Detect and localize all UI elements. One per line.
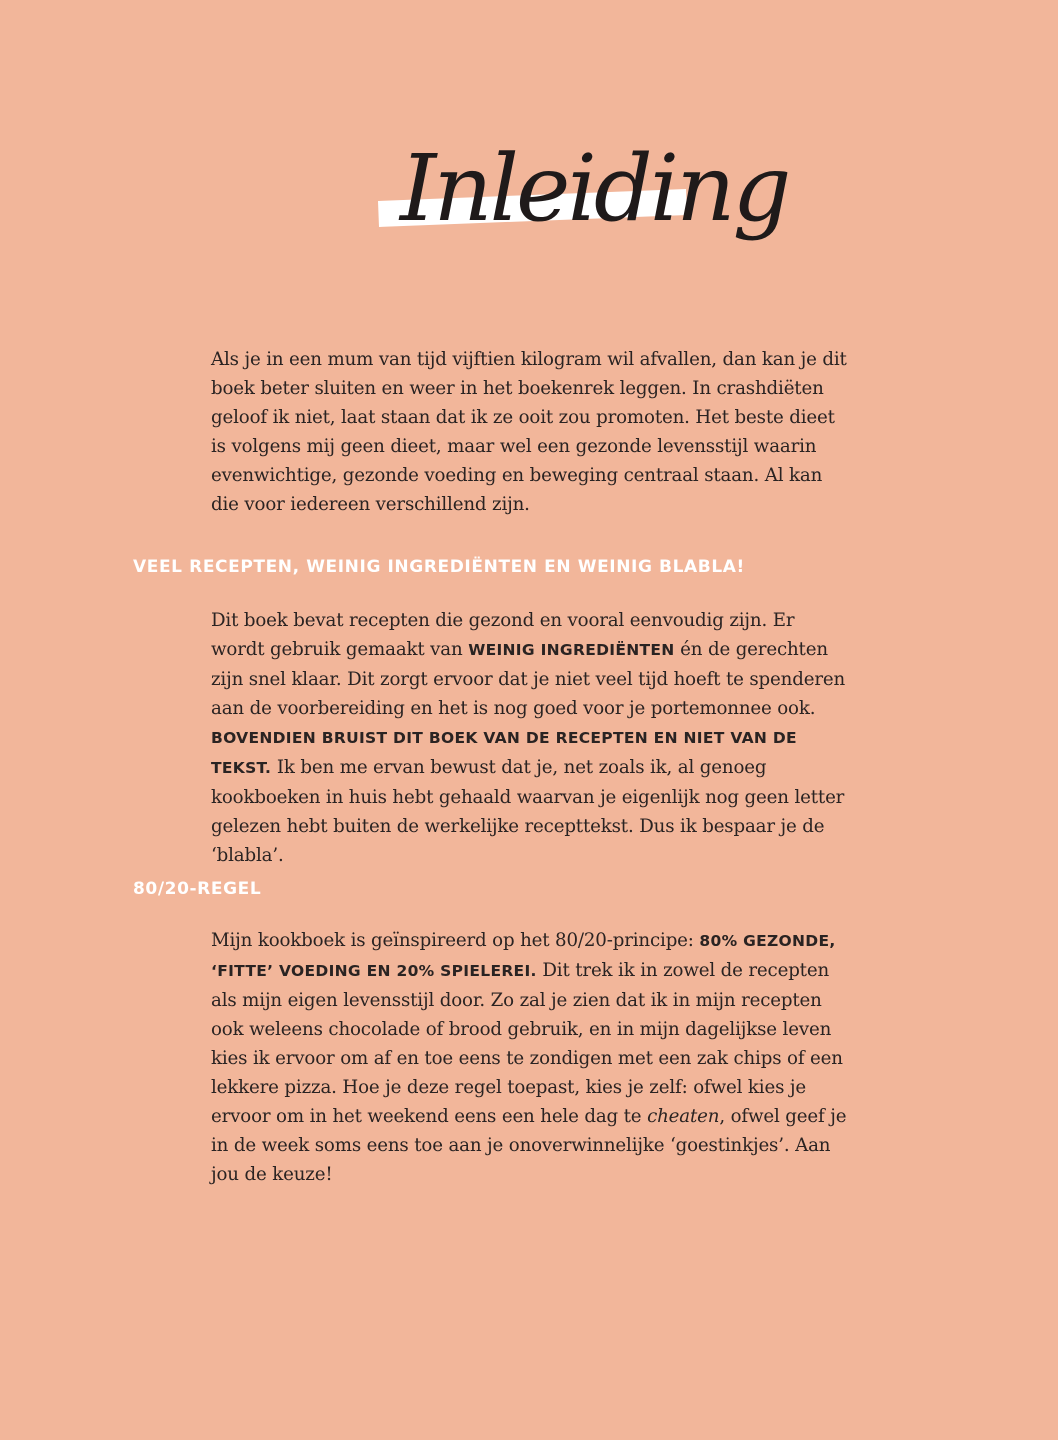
text-run: Mijn kookboek is geïnspireerd op het 80/20-principe:	[211, 930, 700, 951]
section-paragraph-recepten	[211, 606, 851, 870]
page-title	[360, 105, 789, 275]
section-heading-recepten: VEEL RECEPTEN, WEINIG INGREDIËNTEN EN WEINIG BLABLA!	[133, 557, 745, 577]
text-run: Dit trek ik in zowel de recepten als mijn eigen levensstijl door. Zo zal je zien dat ik in mijn recepten ook weleens chocolade of brood gebruik, en in mijn dagelijkse leven kies ik ervoor om af en toe eens te zondigen met een zak chips of een lekkere pizza. Hoe je deze regel toepast, kies je zelf: ofwel kies je ervoor om in het weekend eens een hele dag te	[211, 960, 843, 1127]
text-run: Ik ben me ervan bewust dat je, net zoals ik, al genoeg kookboeken in huis hebt gehaald waarvan je eigenlijk nog geen letter gelezen hebt buiten de werkelijke recepttekst. Dus ik bespaar je de ‘blabla’.	[211, 757, 845, 866]
text-run: , ofwel geef je in de week soms eens toe aan je onoverwinnelijke ‘goestinkjes’. Aan jou de keuze!	[211, 1106, 847, 1185]
emphasis-text: BOVENDIEN BRUIST DIT BOEK VAN DE RECEPTEN EN NIET VAN DE TEKST.	[211, 729, 797, 777]
title-brush-stroke	[360, 105, 789, 275]
emphasis-text: 80% GEZONDE, ‘FITTE’ VOEDING EN 20% SPIELEREI.	[211, 932, 836, 980]
title-text: Inleiding	[400, 135, 789, 242]
italic-text: cheaten	[647, 1106, 720, 1127]
text-run: én de gerechten zijn snel klaar. Dit zorgt ervoor dat je niet veel tijd hoeft te spenderen aan de voorbereiding en het is nog goed voor je portemonnee ook.	[211, 639, 846, 719]
emphasis-text: WEINIG INGREDIËNTEN	[468, 641, 675, 659]
section-heading-8020: 80/20-REGEL	[133, 879, 262, 899]
section-paragraph-8020	[211, 926, 851, 1189]
intro-paragraph: Als je in een mum van tijd vijftien kilogram wil afvallen, dan kan je dit boek beter sluiten en weer in het boekenrek leggen. In crashdiëten geloof ik niet, laat staan dat ik ze ooit zou promoten. Het beste dieet is volgens mij geen dieet, maar wel een gezonde levensstijl waarin evenwichtige, gezonde voeding en beweging centraal staan. Al kan die voor iedereen verschillend zijn.	[211, 349, 847, 515]
text-run: Dit boek bevat recepten die gezond en vooral eenvoudig zijn. Er wordt gebruik gemaakt van	[211, 610, 795, 660]
